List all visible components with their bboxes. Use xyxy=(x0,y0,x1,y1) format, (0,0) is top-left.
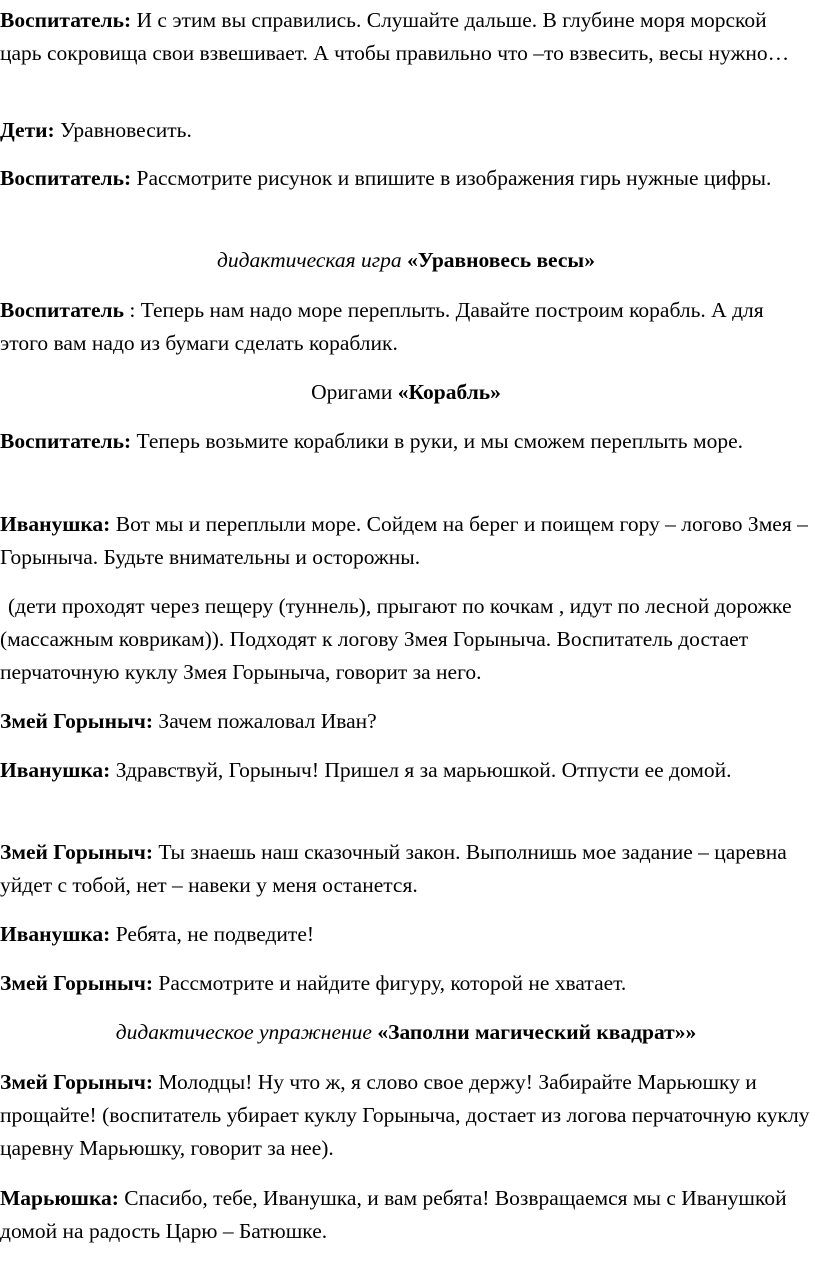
speaker-label: Воспитатель: xyxy=(0,166,132,190)
paragraph-text: Ты знаешь наш сказочный закон. Выполнишь мое задание – царевна уйдет с тобой, нет – навеки у меня останется. xyxy=(0,840,787,897)
paragraph-17 xyxy=(0,1182,812,1248)
paragraph-5 xyxy=(0,294,812,360)
speaker-label: Змей Горыныч: xyxy=(0,971,154,995)
speaker-label: Марьюшка: xyxy=(0,1186,119,1210)
origami-label: Оригами xyxy=(311,380,398,404)
paragraph-text: Теперь возьмите кораблики в руки, и мы сможем переплыть море. xyxy=(131,429,744,453)
paragraph-7 xyxy=(0,425,812,458)
game-title: «Уравновесь весы» xyxy=(401,248,595,272)
speaker-label: Воспитатель: xyxy=(0,8,132,32)
paragraph-text: Вот мы и переплыли море. Сойдем на берег и поищем гору – логово Змея – Горыныча. Будьте внимательны и осторожны. xyxy=(0,512,808,569)
exercise-type-label: дидактическое упражнение xyxy=(115,1020,372,1044)
paragraph-16 xyxy=(0,1066,812,1165)
speaker-label: Змей Горыныч: xyxy=(0,840,154,864)
paragraph-8 xyxy=(0,508,812,574)
speaker-label: Воспитатель xyxy=(0,298,124,322)
paragraph-1 xyxy=(0,4,812,70)
paragraph-text: Зачем пожаловал Иван? xyxy=(153,709,377,733)
game-heading xyxy=(0,244,812,277)
paragraph-13 xyxy=(0,918,812,951)
speaker-label: Иванушка: xyxy=(0,922,111,946)
speaker-label: Змей Горыныч: xyxy=(0,1070,154,1094)
paragraph-text: Уравновесить. xyxy=(54,118,192,142)
exercise-heading xyxy=(0,1016,812,1049)
speaker-label: Воспитатель: xyxy=(0,429,132,453)
paragraph-text: Здравствуй, Горыныч! Пришел я за марьюшкой. Отпусти ее домой. xyxy=(110,758,732,782)
paragraph-text: Рассмотрите рисунок и впишите в изображения гирь нужные цифры. xyxy=(131,166,772,190)
origami-title: «Корабль» xyxy=(397,380,501,404)
speaker-label: Иванушка: xyxy=(0,758,111,782)
paragraph-text: Рассмотрите и найдите фигуру, которой не хватает. xyxy=(153,971,627,995)
game-type-label: дидактическая игра xyxy=(217,248,402,272)
paragraph-2 xyxy=(0,114,812,147)
paragraph-text: Спасибо, тебе, Иванушка, и вам ребята! Возвращаемся мы с Иванушкой домой на радость Царю – Батюшке. xyxy=(0,1186,787,1243)
speaker-label: Змей Горыныч: xyxy=(0,709,154,733)
paragraph-text: Ребята, не подведите! xyxy=(110,922,315,946)
paragraph-text: И с этим вы справились. Слушайте дальше. В глубине моря морской царь сокровища свои взвешивает. А чтобы правильно что –то взвесить, весы нужно… xyxy=(0,8,790,65)
exercise-title: «Заполни магический квадрат»» xyxy=(371,1020,697,1044)
paragraph-text: Молодцы! Ну что ж, я слово свое держу! Забирайте Марьюшку и прощайте! (воспитатель убирает куклу Горыныча, достает из логова перчаточную куклу царевну Марьюшку, говорит за нее). xyxy=(0,1070,810,1160)
paragraph-text: : Теперь нам надо море переплыть. Давайте построим корабль. А для этого вам надо из бумаги сделать кораблик. xyxy=(0,298,764,355)
speaker-label: Дети: xyxy=(0,118,55,142)
paragraph-text: (дети проходят через пещеру (туннель), прыгают по кочкам , идут по лесной дорожке (массажным коврикам)). Подходят к логову Змея Горыныча. Воспитатель достает перчаточную куклу Змея Горыныча, говорит за него. xyxy=(0,594,792,684)
paragraph-10 xyxy=(0,705,812,738)
paragraph-14 xyxy=(0,967,812,1000)
stage-direction xyxy=(0,590,812,689)
paragraph-3 xyxy=(0,162,812,195)
paragraph-12 xyxy=(0,836,812,902)
paragraph-11 xyxy=(0,754,812,787)
speaker-label: Иванушка: xyxy=(0,512,111,536)
origami-heading xyxy=(0,376,812,409)
